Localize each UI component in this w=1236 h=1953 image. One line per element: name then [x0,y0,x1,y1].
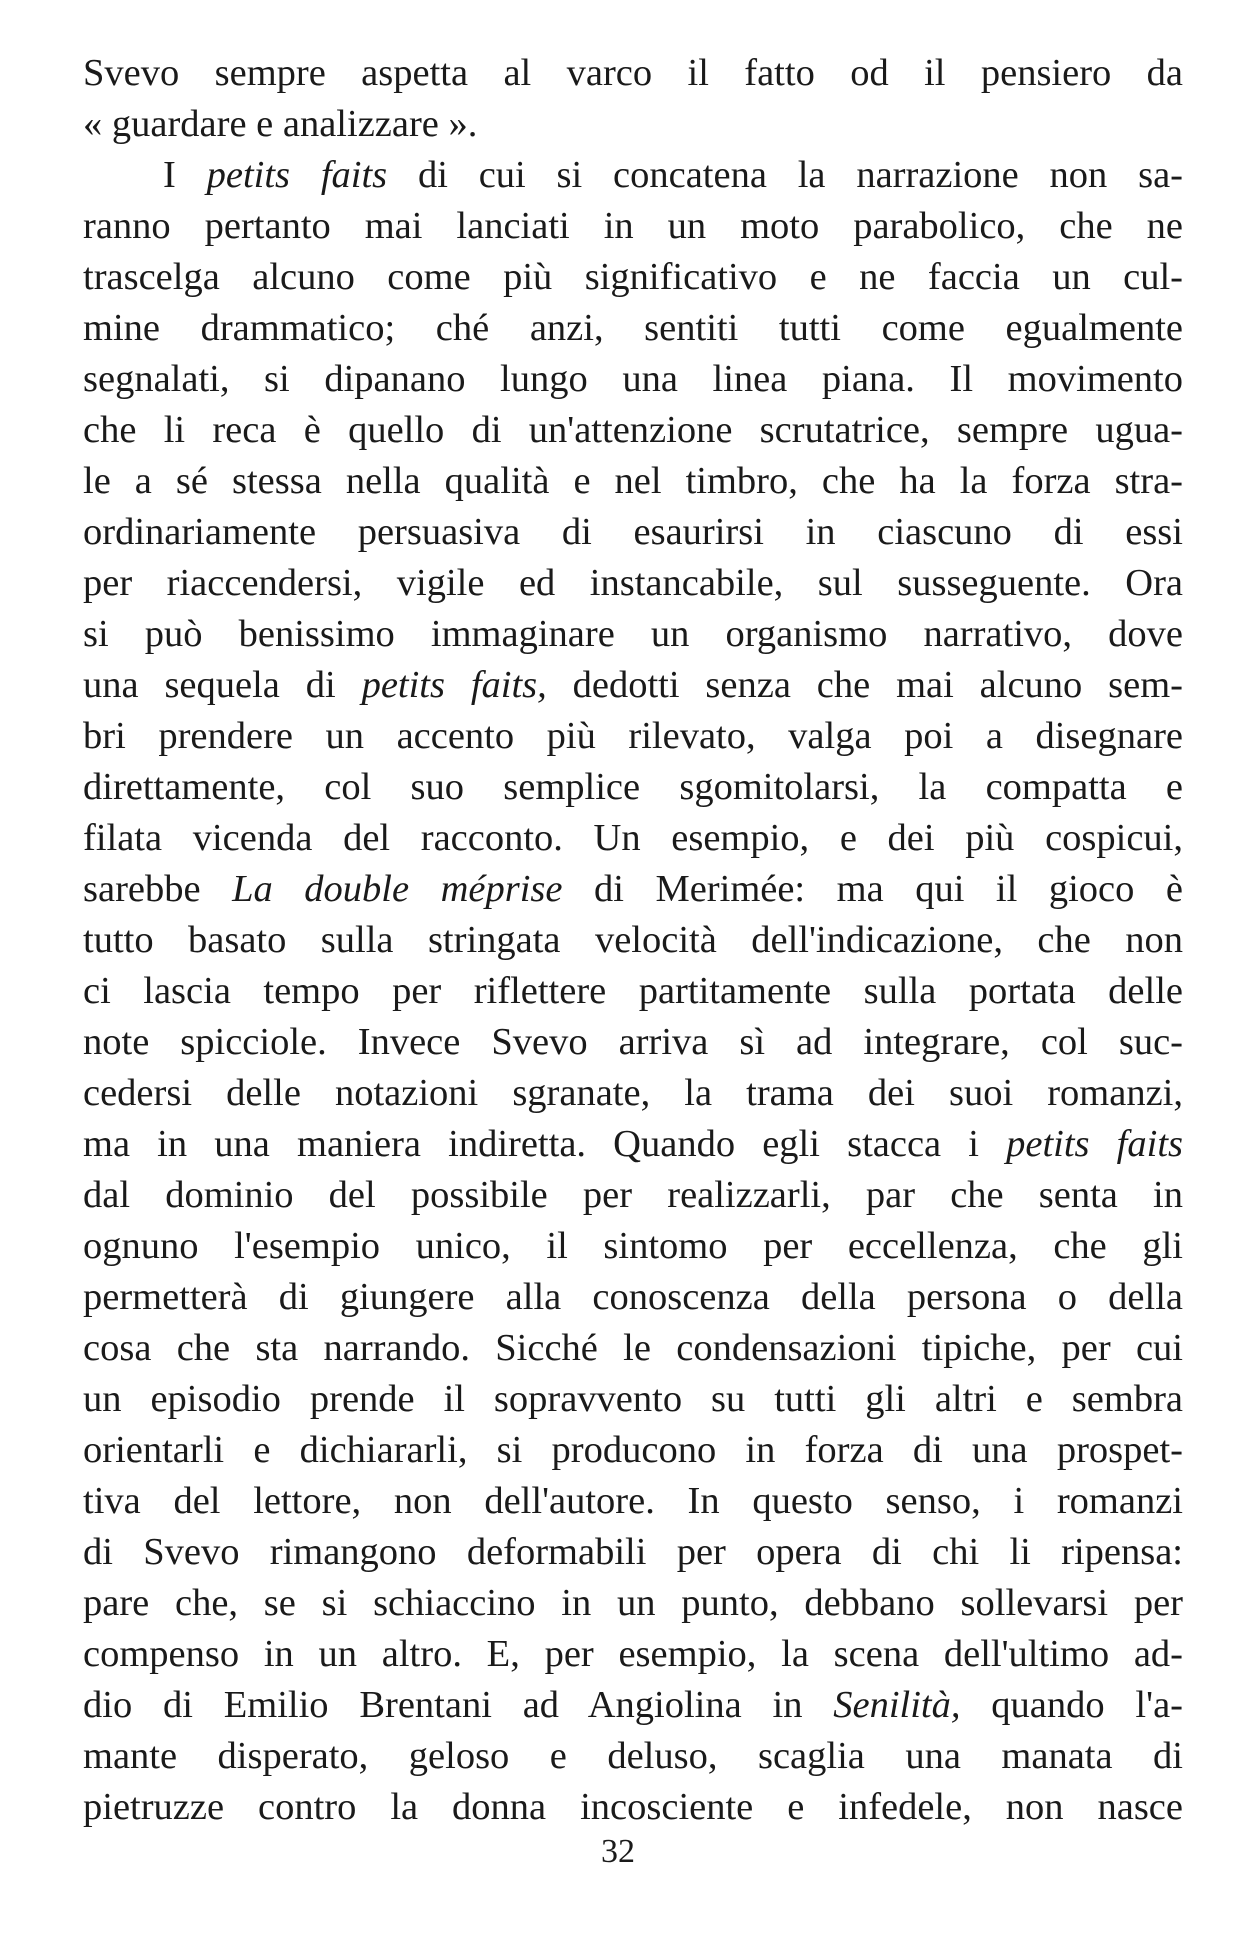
text-line [83,48,1183,99]
text-line [83,99,1183,150]
text-run: tiva del lettore, non dell'autore. In questo senso, i romanzi [83,1480,1183,1522]
text-line [83,711,1183,762]
text-line [83,660,1183,711]
text-run: mine drammatico; ché anzi, sentiti tutti come egualmente [83,307,1183,349]
text-line [83,1221,1183,1272]
text-line [83,609,1183,660]
italic-text: Senilità, [833,1684,961,1726]
text-line [83,252,1183,303]
text-run: bri prendere un accento più rilevato, valga poi a disegnare [83,715,1183,757]
text-line [83,507,1183,558]
text-line [83,864,1183,915]
text-line [83,1731,1183,1782]
page-number: 32 [601,1833,635,1870]
text-line [83,1068,1183,1119]
text-run: ordinariamente persuasiva di esaurirsi in ciascuno di essi [83,511,1183,553]
italic-text: petits faits, [361,664,547,706]
text-run: ranno pertanto mai lanciati in un moto parabolico, che ne [83,205,1183,247]
text-line [83,456,1183,507]
text-line [83,1629,1183,1680]
text-line [83,405,1183,456]
text-run: sarebbe [83,868,233,910]
text-run: una sequela di [83,664,362,706]
text-line [83,915,1183,966]
text-run: cosa che sta narrando. Sicché le condensazioni tipiche, per cui [83,1327,1183,1369]
text-line [83,1374,1183,1425]
text-line [83,1272,1183,1323]
text-line [83,813,1183,864]
text-line [83,1323,1183,1374]
text-run: note spicciole. Invece Svevo arriva sì ad integrare, col suc- [83,1021,1183,1063]
text-run: dedotti senza che mai alcuno sem- [546,664,1183,706]
text-run: di cui si concatena la narrazione non sa- [387,154,1183,196]
text-run: compenso in un altro. E, per esempio, la scena dell'ultimo ad- [83,1633,1183,1675]
text-run: « guardare e analizzare ». [83,103,478,145]
text-line [83,201,1183,252]
text-run: per riaccendersi, vigile ed instancabile, sul susseguente. Ora [83,562,1183,604]
text-run: segnalati, si dipanano lungo una linea piana. Il movimento [83,358,1183,400]
text-run: direttamente, col suo semplice sgomitolarsi, la compatta e [83,766,1183,808]
text-line [83,1119,1183,1170]
text-line [83,1782,1183,1833]
text-run: dal dominio del possibile per realizzarli, par che senta in [83,1174,1183,1216]
text-line [83,1680,1183,1731]
text-run: dio di Emilio Brentani ad Angiolina in [83,1684,834,1726]
text-run: un episodio prende il sopravvento su tutti gli altri e sembra [83,1378,1183,1420]
text-run: di Merimée: ma qui il gioco è [562,868,1183,910]
text-run: ognuno l'esempio unico, il sintomo per eccellenza, che gli [83,1225,1183,1267]
text-line [83,1578,1183,1629]
text-run: filata vicenda del racconto. Un esempio, e dei più cospicui, [83,817,1183,859]
text-run: si può benissimo immaginare un organismo narrativo, dove [83,613,1183,655]
italic-text: petits faits [1006,1123,1184,1165]
text-run: pietruzze contro la donna incosciente e infedele, non nasce [83,1786,1183,1828]
text-run: quando l'a- [960,1684,1183,1726]
text-run: trascelga alcuno come più significativo e ne faccia un cul- [83,256,1183,298]
text-run: Svevo sempre aspetta al varco il fatto od il pensiero da [83,52,1183,94]
text-run: ci lascia tempo per riflettere partitamente sulla portata delle [83,970,1183,1012]
text-run: tutto basato sulla stringata velocità dell'indicazione, che non [83,919,1183,961]
text-run: mante disperato, geloso e deluso, scaglia una manata di [83,1735,1183,1777]
text-line [83,1170,1183,1221]
text-run: di Svevo rimangono deformabili per opera di chi li ripensa: [83,1531,1183,1573]
text-line [83,558,1183,609]
text-line [83,150,1183,201]
text-line [83,1017,1183,1068]
body-text [83,48,1183,1833]
text-line [83,762,1183,813]
text-run: che li reca è quello di un'attenzione scrutatrice, sempre ugua- [83,409,1183,451]
text-run: ma in una maniera indiretta. Quando egli stacca i [83,1123,1007,1165]
italic-text: petits faits [206,154,388,196]
text-line [83,1425,1183,1476]
text-line [83,1476,1183,1527]
text-run: orientarli e dichiararli, si producono in forza di una prospet- [83,1429,1183,1471]
text-run: cedersi delle notazioni sgranate, la trama dei suoi romanzi, [83,1072,1183,1114]
text-line [83,1527,1183,1578]
text-run: I [163,154,207,196]
text-line [83,354,1183,405]
text-run: le a sé stessa nella qualità e nel timbro, che ha la forza stra- [83,460,1183,502]
text-run: pare che, se si schiaccino in un punto, debbano sollevarsi per [83,1582,1183,1624]
text-run: permetterà di giungere alla conoscenza della persona o della [83,1276,1183,1318]
italic-text: La double méprise [232,868,563,910]
text-line [83,303,1183,354]
text-line [83,966,1183,1017]
